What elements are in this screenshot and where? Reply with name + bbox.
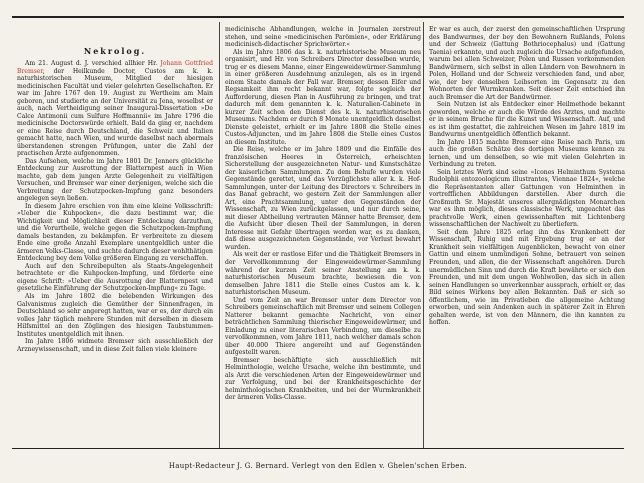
col3-paragraph: Im Jahre 1815 machte Bremser eine Reise nach Paris, um auch die großen Schätze des dortigen Museums kennen zu lernen, und um denselben, so wie mit vielen Gelehrten in Verbindung zu treten.	[429, 138, 625, 169]
col1-paragraph-text: Auch auf den Schreibepulten als Staats-Angelegenheit betrachtete er die Kuhpocken-Impfung, und förderte eine eigene Schrift: »Ueber die Ausrottung der Blatternpest und gesetzliche Einführung der Schutzpocken-Impfung« zu Tage.	[17, 262, 213, 293]
col1-paragraph-text: Als im Jahre 1802 die belebenden Wirkungen des Galvanismus zugleich die Gemüther der Sinnenfragen, in Deutschland so sehr angeregt hatten, war er es, der durch ein volles Jahr täglich mehrere Stunden mit derselben in diesem Hilfsmittel an den Zöglingen des hiesigen Taubstummen-Institutes unentgeldlich mit ihnen.	[17, 292, 213, 338]
section-heading: Nekrolog.	[83, 46, 147, 56]
col1-paragraph-text: Im Jahre 1806 widmete Bremser sich ausschließlich der Arzneywissenschaft, und in diese Zeit fallen viele kleinere	[17, 338, 213, 353]
col2-paragraph: Als im Jahre 1806 das k. k. naturhistorische Museum neu organisirt, und Hr. von Schreibers Director desselben wurde, trug er es diesem Manne, einer Eingeweidewürmer-Sammlung in einer größeren Ausdehnung anzulegen, als es in irgend einem Staate damals der Fall war. Bremser, dessen Eifer und Regsamkeit ihm recht bekannt war, folgte sogleich der Aufforderung, diesen Plan in Ausführung zu bringen, und trat dadurch mit dem genannten k. k. Naturalien-Cabinete in kurzer Zeit schon den Dienst des k. k. naturhistorischen Museums. Nachdem er durch 8 Monate unentgeldlich daselbst Dienste geleistet, erhielt er im Jahre 1808 die Stelle eines Custos-Adjuncten, und im Jahre 1808 die Stelle eines Custos an diesem Institute.	[225, 48, 421, 146]
col1-paragraph-text: In diesem Jahre erschien von ihm eine kleine Volksschrift: »Ueber die Kuhpocken«, die dazu bestimmt war, die Wichtigkeit und Möglichkeit dieser Entdeckung darzuthun, und die Vorurtheile, welche gegen die Schutzpocken-Impfung damals bestanden, zu bekämpfen. Er verbreitete zu diesem Ende eine große Anzahl Exemplare unentgeldlich unter die ärmeren Volks-Classe, und suchte dadurch dieser wohlthätigen Entdeckung bey dem Volke größeren Eingang zu verschaffen.	[17, 202, 213, 263]
column-2	[225, 26, 421, 444]
col1-paragraph-lead: Am 21. August d. J. verschied allhier Hr.	[25, 60, 161, 67]
col2-paragraph: Und vom Zeit an war Bremser unter dem Director von Schreibers gemeinschaftlich mit Bremser und seinem Collegen Natterer bekannt gemachte Nachricht, von einer beträchtlichen Sammlung thierischer Eingeweidewürmer, und Einladung zu einer literarischen Verbindung, um dieselbe zu vervollkommnen, vom Jahre 1811, nach welcher damals schon über 40.000 Thiere angereiht und auf Gegenständen aufgestellt waren.	[225, 296, 421, 357]
column-3	[429, 26, 625, 444]
col3-paragraph: Er war es auch, der zuerst den gemeinschaftlichen Ursprung des Bandwurmes, der bey den Bewohnern Rußlands, Polens und der Schweiz (Gattung Bothriocephalus) und (Gattung Taenia) erkannte, und auch zugleich die Ursache aufgefunden, warum bei allen Schweizer, Polen und Russen vorkommenden Bandwürmern, sich selbst in allen Ländern von Bewohnern in Polen, Holland und der Schweiz verschieden fand, und aber, wie, der bey denselben Leibsorten im Gegensatz zu den Wohnorten der Wurmkranken. Seit dieser Zeit entschied ihn auch Bremser die Art der Bandwürmer.	[429, 26, 625, 101]
column-divider-left	[219, 22, 220, 448]
column-divider-right	[423, 22, 424, 448]
col3-paragraph: Sein Nutzen ist als Entdecker einer Heilmethode bekannt geworden, welche er auch die Würde des Arztes, und machte er in seinem Bruche für die Kunst und Wissenschaft. Auf, und es ist ihm gestattet, die zahlreichen Wesen im Jahre 1819 im Bandwurms unentgeldlich öffentlich bekannt.	[429, 101, 625, 139]
col2-paragraph: Bremser beschäftigte sich ausschließlich mit Helminthologie, welche Ursache, welche ihn bestimmte, und als Arzt die verschiedenen Arten der Eingeweidewürmer und zur Verfolgung, und bei der Krankheitsgeschichte der helminthologischen Krankheiten, und bei der Wurmkrankheit der ärmeren Volks-Classe.	[225, 356, 421, 402]
deceased-name: Johann Gottfried Bremser	[17, 60, 213, 75]
col2-paragraph: medicinische Abhandlungen, welche in Journalen zerstreut stehen, und seine »medicinischen Parömien«, oder Erklärung medicinisch-didactischer Sprichwörter.«	[225, 26, 421, 49]
col1-paragraph	[17, 338, 213, 353]
col3-paragraph: Sein letztes Werk sind seine »Icones Helminthum Systema Rudolphii entozoologicum illustrantes, Viennae 1824«, welche die Repräsentanten aller Gattungen von Helminthen in vortrefflichen Abbildungen darstellen. Aber durch die Großmuth Sr. Majestät unseres allergnädigsten Monarchen war es ihm möglich, dieses classische Werk, ungeachtet das prachtvolle Werk, einen gewissenhaften mit Lichtenberg wissenschaftlichen der Nachwelt zu überliefern.	[429, 168, 625, 229]
col2-paragraph: Die Reise, welche er im Jahre 1809 und die Einfälle des französischen Heeres in Österreich, erheischten Sicherstellung der ausgezeichneten Natur- und Kunstschätze der kaiserlichen Sammlungen. Zu dem Behufe wurden viele Gegenstände gerettet, und das Vorzüglichste aller k. k. Hof-Sammlungen, unter der Leitung des Directors v. Schreibers in das Banat gebracht, wo gestern Zeit der Sammlungen aller Art, eine Prachtsammlung, unter den Gegenständen der Wissenschaft, zu Wien zurückgelassen, und nur durch seine, mit dieser Abtheilung vertrauten Männer hatte Bremser, dem die Aufsicht über diesen Theil der Sammlungen, in deren Interesse mit Gefahr übertragen worden war, es zu danken, daß diese ausgezeichneten Gegenstände, vor Verlust bewahrt wurden.	[225, 146, 421, 251]
col2-paragraph: Als weit der er rastlose Eifer und die Thätigkeit Bremsers in der Vervollkommnung der Eingeweidewürmer-Sammlung während der kurzen Zeit seiner Anstellung am k. k. naturhistorischen Museum brachte, bewiesen die von demselben Jahre 1811 die Stelle eines Custos am k. k. naturhistorischen Museum.	[225, 251, 421, 297]
col1-paragraph-text: , der Heilkunde Doctor, Custos am k. k. naturhistorischen Museum, Mitglied der hiesigen medicinischen Facultät und vieler gelehrten Gesellschaften. Er war im Jahre 1767 den 19. August zu Wertheim am Main geboren, und studierte an der Universität zu Jena, woselbst er auch, nach Vertheidigung seiner Inaugural-Dissertation »De Calce Antimonii cum Sulfure Hoffmannii« im Jahre 1796 die medicinische Doctorswürde erhielt. Bald da ging er, nachdem er eine Reise durch Deutschland, die Schweiz und Italien gemacht hatte, nach Wien, und wurde daselbst nach abermals überstandenen strengen Prüfungen, unter die Zahl der practischen Ärzte aufgenommen.	[17, 67, 213, 158]
bottom-rule	[12, 448, 624, 449]
col1-paragraph-text: Das Aufsehen, welche im Jahre 1801 Dr. Jenners glückliche Entdeckung zur Ausrottung der Blatternpest auch in Wien machte, gab dem jungen Arzte Gelegenheit zu vielfältigen Versuchen, und Bremser war einer derjenigen, welche sich die Verbreitung der Schutzpocken-Impfung ganz besonders angelegen seyn ließen.	[17, 157, 213, 203]
top-rule	[12, 16, 624, 18]
column-1	[17, 60, 213, 444]
newspaper-page	[10, 8, 626, 472]
col1-paragraph	[17, 263, 213, 293]
col1-paragraph	[17, 158, 213, 203]
col1-paragraph	[17, 60, 213, 158]
col1-paragraph	[17, 203, 213, 263]
col1-paragraph	[17, 293, 213, 338]
col3-paragraph: Seit dem Jahre 1825 erlag ihn das Krankenbett der Wissenschaft, Ruhig und mit Ergebung trug er an der Krankheit sein vielfältigen Augenblicken, bewacht von einer Gattin und einem unmündigen Sohne, betrauert von seinen Freunden, und allen, die der Wissenschaft angehören. Durch unermüdlichen Sinn und durch die Kraft bewährte er sich den Freunden, und mit dem ungen Wohlwollen, das sich in allen seinen Handlungen so unverkennbar aussprach, erhielt er, das Bild seines Wirkens bey allen Bekannten. Daß er sich so öffentlichem, wie im Privatleben die allgemeine Achtung erworben, und sein Andenken auch in späterer Zeit in Ehren gehalten werde, ist von den Männern, die ihn kannten zu hoffen.	[429, 228, 625, 327]
footer-imprint: Haupt-Redacteur J. G. Bernard. Verlegt von den Edlen v. Ghelen'schen Erben.	[168, 462, 468, 470]
